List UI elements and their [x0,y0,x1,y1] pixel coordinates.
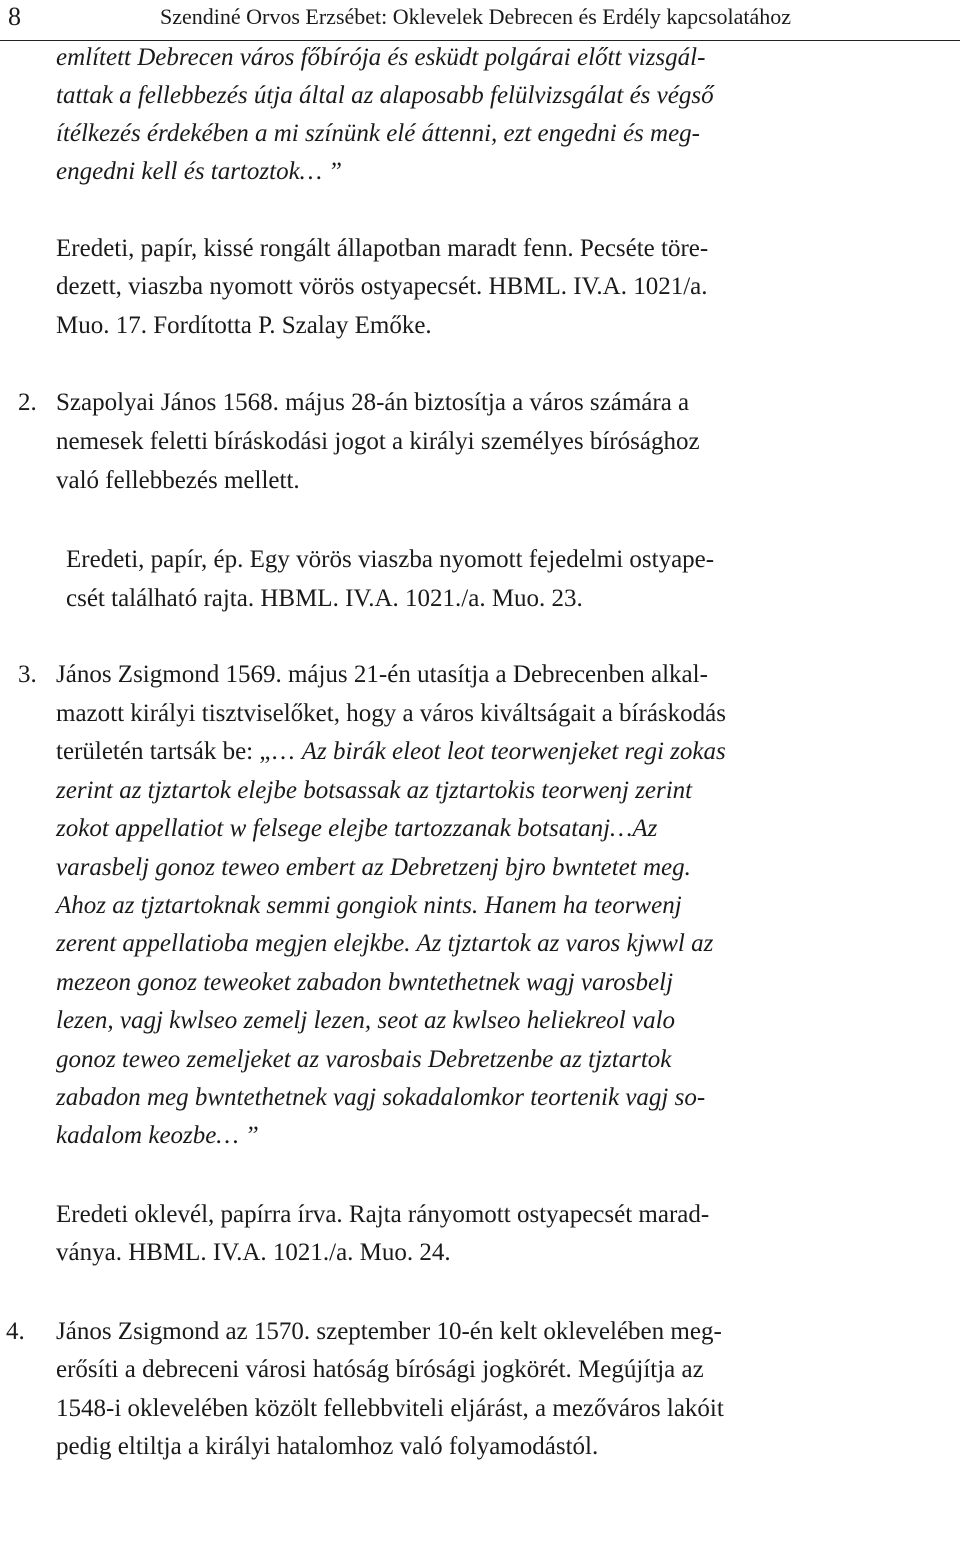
quote-line: zerent appellatioba megjen elejkbe. Az tjztartok az varos kjwwl az [56,930,714,957]
entry-number: 3. [18,661,37,688]
entry-line: pedig eltiltja a királyi hatalomhoz való folyamodástól. [56,1433,599,1460]
quote-line: zabadon meg bwntethetnek vagj sokadalomkor teortenik vagj so- [56,1084,706,1111]
source-note-line: Eredeti oklevél, papírra írva. Rajta rányomott ostyapecsét marad- [56,1201,710,1228]
quote-line: tattak a fellebbezés útja által az alaposabb felülvizsgálat és végső [56,82,714,109]
source-note-line: dezett, viaszba nyomott vörös ostyapecsét. HBML. IV.A. 1021/a. [56,273,708,300]
quote-line: varasbelj gonoz teweo embert az Debretzenj bjro bwntetet meg. [56,854,691,881]
quote-line: gonoz teweo zemeljeket az varosbais Debretzenbe az tjztartok [56,1046,672,1073]
source-note-line: csét található rajta. HBML. IV.A. 1021./a. Muo. 23. [66,585,583,612]
entry-line [56,735,726,769]
entry-line: mazott királyi tisztviselőket, hogy a város kiváltságait a bíráskodás [56,700,726,727]
source-note-line: Eredeti, papír, ép. Egy vörös viaszba nyomott fejedelmi ostyape- [66,546,715,573]
page-header [0,0,960,41]
entry-line: nemesek feletti bíráskodási jogot a királyi személyes bírósághoz [56,428,700,455]
entry-line: erősíti a debreceni városi hatóság bírósági jogkörét. Megújítja az [56,1356,704,1383]
source-note-line: Eredeti, papír, kissé rongált állapotban maradt fenn. Pecséte töre- [56,235,709,262]
entry-line-roman: területén tartsák be: „… [56,738,302,765]
quote-line: mezeon gonoz teweoket zabadon bwntethetnek wagj varosbelj [56,969,674,996]
entry-number: 4. [6,1318,25,1345]
quote-line: kadalom keozbe… ” [56,1122,259,1149]
page-number: 8 [8,2,21,31]
quote-line: ítélkezés érdekében a mi színünk elé áttenni, ezt engedni és meg- [56,120,700,147]
entry-line: való fellebbezés mellett. [56,467,300,494]
quote-line: zokot appellatiot w felsege elejbe tartozzanak botsatanj…Az [56,815,658,842]
running-title: Szendiné Orvos Erzsébet: Oklevelek Debrecen és Erdély kapcsolatához [160,4,792,29]
quote-line: Ahoz az tjztartoknak semmi gongiok nints. Hanem ha teorwenj [56,892,682,919]
entry-number: 2. [18,389,37,416]
entry-line: Szapolyai János 1568. május 28-án biztosítja a város számára a [56,389,690,416]
entry-line: 1548-i oklevelében közölt fellebbviteli eljárást, a mezőváros lakóit [56,1395,724,1422]
source-note-line: ványa. HBML. IV.A. 1021./a. Muo. 24. [56,1239,451,1266]
entry-line-italic-quote: Az birák eleot leot teorwenjeket regi zokas [301,738,726,765]
quote-line: lezen, vagj kwlseo zemelj lezen, seot az kwlseo heliekreol valo [56,1007,676,1034]
entry-line: János Zsigmond 1569. május 21-én utasítja a Debrecenben alkal- [56,661,708,688]
quote-line: említett Debrecen város főbírója és esküdt polgárai előtt vizsgál- [56,44,706,71]
quote-line: zerint az tjztartok elejbe botsassak az tjztartokis teorwenj zerint [56,777,693,804]
source-note-line: Muo. 17. Fordította P. Szalay Emőke. [56,312,432,339]
quote-line: engedni kell és tartoztok… ” [56,158,343,185]
entry-line: János Zsigmond az 1570. szeptember 10-én kelt oklevelében meg- [56,1318,722,1345]
